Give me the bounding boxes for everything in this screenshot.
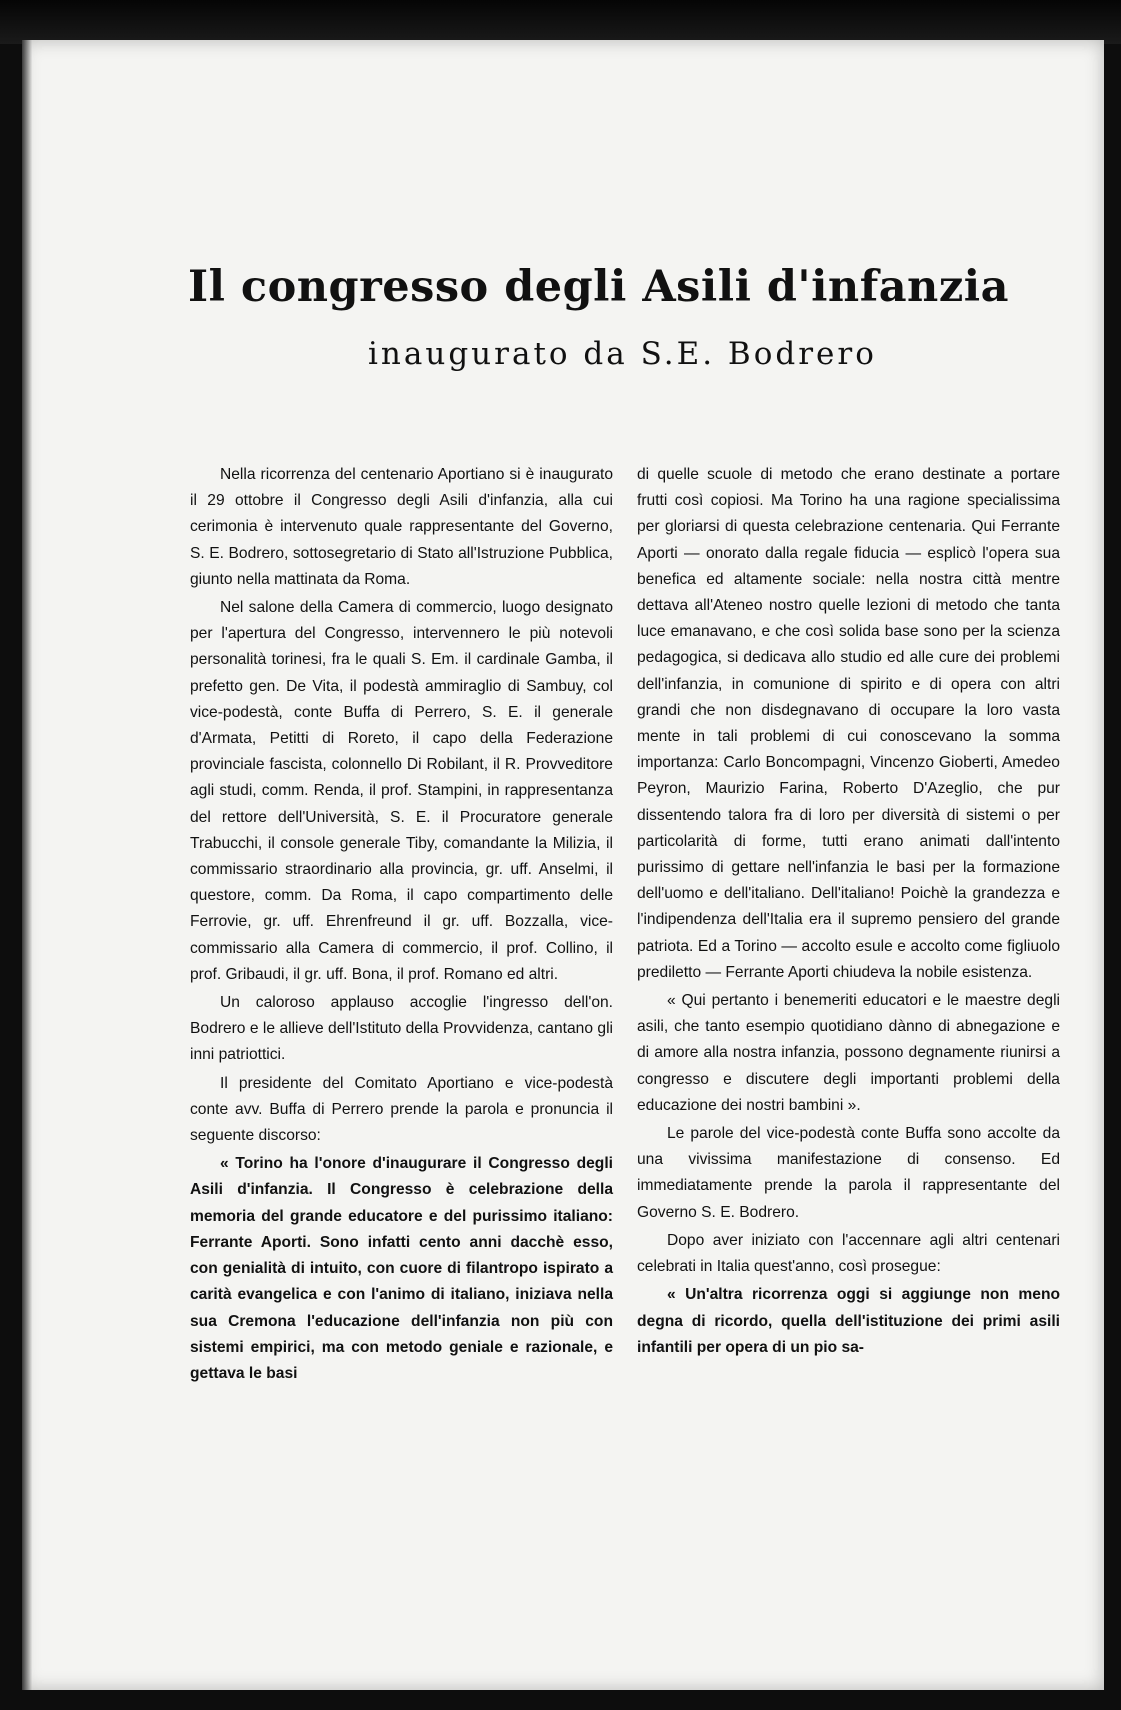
article-subtitle: inaugurato da S.E. Bodrero (368, 336, 877, 372)
paragraph: Nella ricorrenza del centenario Aportiano si è inaugurato il 29 ottobre il Congresso degli Asili d'infanzia, alla cui cerimonia è intervenuto quale rappresentante del Governo, S. E. Bodrero, sottosegretario di Stato all'Istruzione Pubblica, giunto nella mattinata da Roma. (190, 466, 613, 588)
paragraph: « Torino ha l'onore d'inaugurare il Congresso degli Asili d'infanzia. Il Congresso è celebrazione della memoria del grande educatore e del purissimo italiano: Ferrante Aporti. Sono infatti cento anni dacchè esso, con genialità di intuito, con cuore di filantropo ispirato a carità evangelica e con l'animo di italiano, iniziava nella sua Cremona l'educazione dell'infanzia non più con sistemi empirici, ma con metodo geniale e razionale, e gettava le basi (190, 1155, 613, 1382)
paragraph: « Qui pertanto i benemeriti educatori e le maestre degli asili, che tanto esempio quotidiano dànno di abnegazione e di amore alla nostra infanzia, possono degnamente riunirsi a congresso e discutere degli importanti problemi della educazione dei nostri bambini ». (637, 992, 1060, 1114)
scan-top-shadow (0, 0, 1121, 44)
paragraph: Il presidente del Comitato Aportiano e vice-podestà conte avv. Buffa di Perrero prende la parola e pronuncia il seguente discorso: (190, 1074, 613, 1145)
paragraph: Un caloroso applauso accoglie l'ingresso dell'on. Bodrero e le allieve dell'Istituto della Provvidenza, cantano gli inni patriottici. (190, 994, 613, 1064)
paragraph: di quelle scuole di metodo che erano destinate a portare frutti così copiosi. Ma Torino ha una ragione specialissima per gloriarsi di questa celebrazione centenaria. Qui Ferrante Aporti — onorato dalla regale fiducia — esplicò l'opera sua benefica ed altamente sociale: nella nostra città mentre dettava all'Ateneo nostro quelle lezioni di metodo che tanta luce emanavano, e che così solida base sono per la scienza pedagogica, si dedicava allo studio ed alle cure dei problemi dell'infanzia, in comunione di spirito e di opera con altri grandi che non disdegnavano di occupare la loro vasta mente in tali problemi di cui conoscevano la somma importanza: Carlo Boncompagni, Vincenzo Gioberti, Amedeo Peyron, Maurizio Farina, Roberto D'Azeglio, che pur dissentendo talora fra di loro per diversità di sistemi o per particolarità di forme, tutti erano animati dall'intento purissimo di gettare nell'infanzia le basi per la formazione dell'uomo e dell'italiano. Dell'italiano! Poichè la grandezza e l'indipendenza dell'Italia era il supremo pensiero del grande patriota. Ed a Torino — accolto esule e accolto come figliuolo prediletto — Ferrante Aporti chiudeva la nobile esistenza. (637, 466, 1060, 981)
paragraph: Nel salone della Camera di commercio, luogo designato per l'apertura del Congresso, intervennero le più notevoli personalità torinesi, fra le quali S. Em. il cardinale Gamba, il prefetto gen. De Vita, il podestà ammiraglio di Sambuy, col vice-podestà, conte Buffa di Perrero, S. E. il generale d'Armata, Petitti di Roreto, il capo della Federazione provinciale fascista, colonnello Di Robilant, il R. Provveditore agli studi, comm. Renda, il prof. Stampini, in rappresentanza del rettore dell'Università, S. E. il Procuratore generale Trabucchi, il console generale Tiby, comandante la Milizia, il commissario straordinario alla provincia, gr. uff. Anselmi, il questore, comm. Da Roma, il capo compartimento delle Ferrovie, gr. uff. Ehrenfreund il gr. uff. Bozzalla, vice-commissario alla Camera di commercio, il prof. Collino, il prof. Gribaudi, il gr. uff. Bona, il prof. Romano ed altri. (190, 599, 613, 983)
paragraph: « Un'altra ricorrenza oggi si aggiunge non meno degna di ricordo, quella dell'istituzione dei primi asili infantili per opera di un pio sa- (637, 1286, 1060, 1356)
right-column (637, 462, 1060, 1361)
left-column (190, 462, 613, 1387)
paragraph: Le parole del vice-podestà conte Buffa sono accolte da una vivissima manifestazione di consenso. Ed immediatamente prende la parola il rappresentante del Governo S. E. Bodrero. (637, 1125, 1060, 1221)
article-title: Il congresso degli Asili d'infanzia (188, 262, 1009, 312)
page-left-edge-shadow (22, 40, 32, 1690)
paragraph: Dopo aver iniziato con l'accennare agli altri centenari celebrati in Italia quest'anno, così prosegue: (637, 1231, 1060, 1276)
